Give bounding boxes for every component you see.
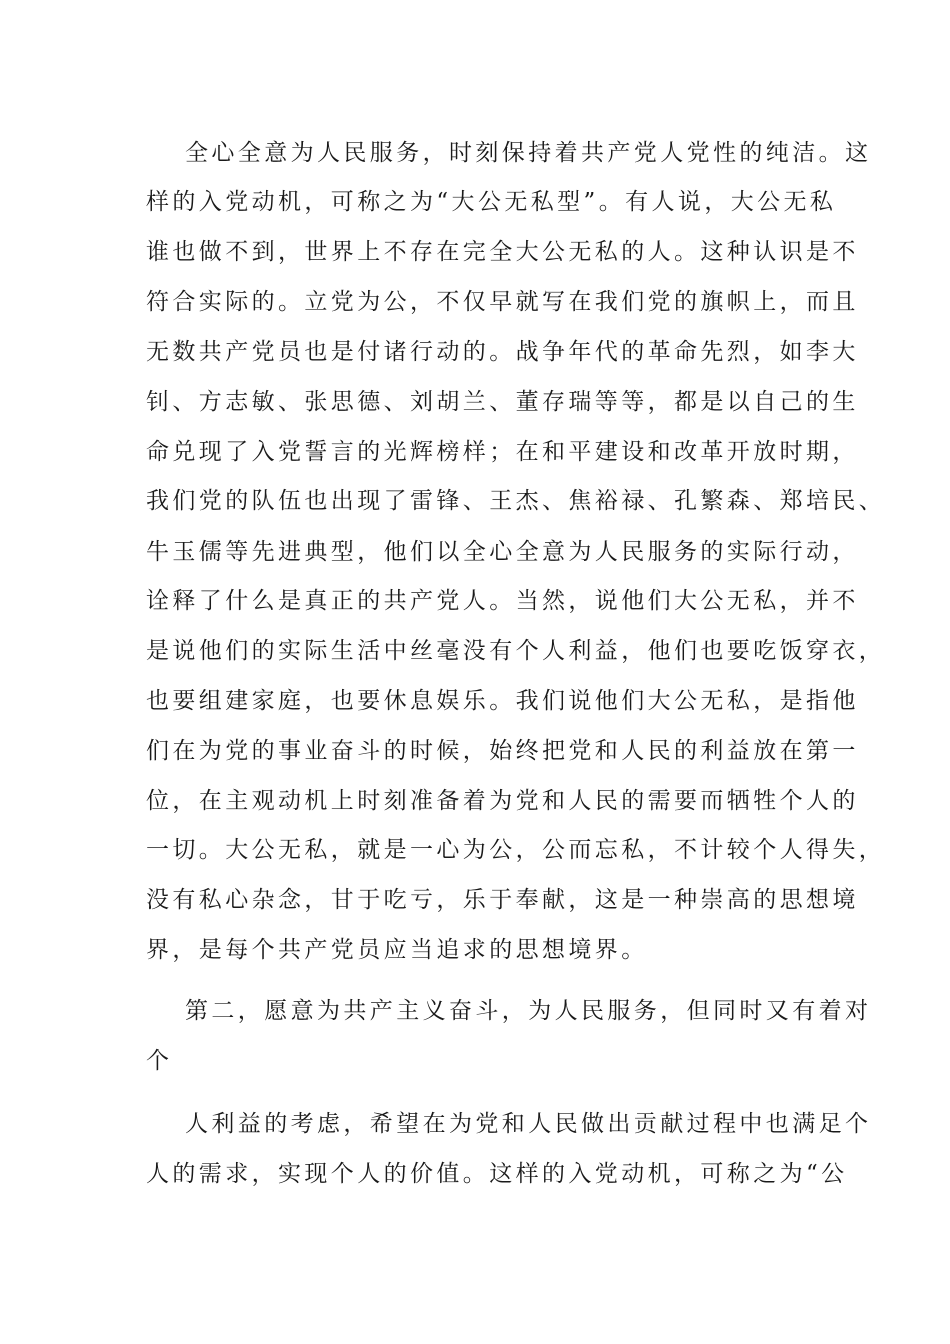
text-line: 样的入党动机，可称之为“大公无私型”。有人说，大公无私: [146, 189, 837, 215]
text-line: 命兑现了入党誓言的光辉榜样；在和平建设和改革开放时期，: [146, 439, 859, 465]
text-line: 牛玉儒等先进典型，他们以全心全意为人民服务的实际行动，: [146, 539, 859, 565]
text-line: 钊、方志敏、张思德、刘胡兰、董存瑞等等，都是以自己的生: [146, 389, 859, 415]
text-line: 全心全意为人民服务，时刻保持着共产党人党性的纯洁。这: [185, 140, 872, 166]
text-line: 谁也做不到，世界上不存在完全大公无私的人。这种认识是不: [146, 239, 859, 265]
text-line: 也要组建家庭，也要休息娱乐。我们说他们大公无私，是指他: [146, 688, 859, 714]
text-line: 符合实际的。立党为公，不仅早就写在我们党的旗帜上，而且: [146, 289, 859, 315]
text-line: 人利益的考虑，希望在为党和人民做出贡献过程中也满足个: [185, 1111, 872, 1137]
text-line: 位，在主观动机上时刻准备着为党和人民的需要而牺牲个人的: [146, 788, 859, 814]
text-line: 人的需求，实现个人的价值。这样的入党动机，可称之为“公: [146, 1161, 848, 1187]
text-line: 我们党的队伍也出现了雷锋、王杰、焦裕禄、孔繁森、郑培民、: [146, 488, 886, 514]
text-line: 个: [146, 1048, 173, 1074]
text-line: 界，是每个共产党员应当追求的思想境界。: [146, 937, 648, 963]
text-line: 无数共产党员也是付诸行动的。战争年代的革命先烈，如李大: [146, 339, 859, 365]
text-line: 没有私心杂念，甘于吃亏，乐于奉献，这是一种崇高的思想境: [146, 887, 859, 913]
text-line: 是说他们的实际生活中丝毫没有个人利益，他们也要吃饭穿衣，: [146, 638, 886, 664]
text-line: 一切。大公无私，就是一心为公，公而忘私，不计较个人得失，: [146, 837, 886, 863]
text-line: 诠释了什么是真正的共产党人。当然，说他们大公无私，并不: [146, 588, 859, 614]
text-line: 第二，愿意为共产主义奋斗，为人民服务，但同时又有着对: [185, 998, 872, 1024]
text-line: 们在为党的事业奋斗的时候，始终把党和人民的利益放在第一: [146, 738, 859, 764]
